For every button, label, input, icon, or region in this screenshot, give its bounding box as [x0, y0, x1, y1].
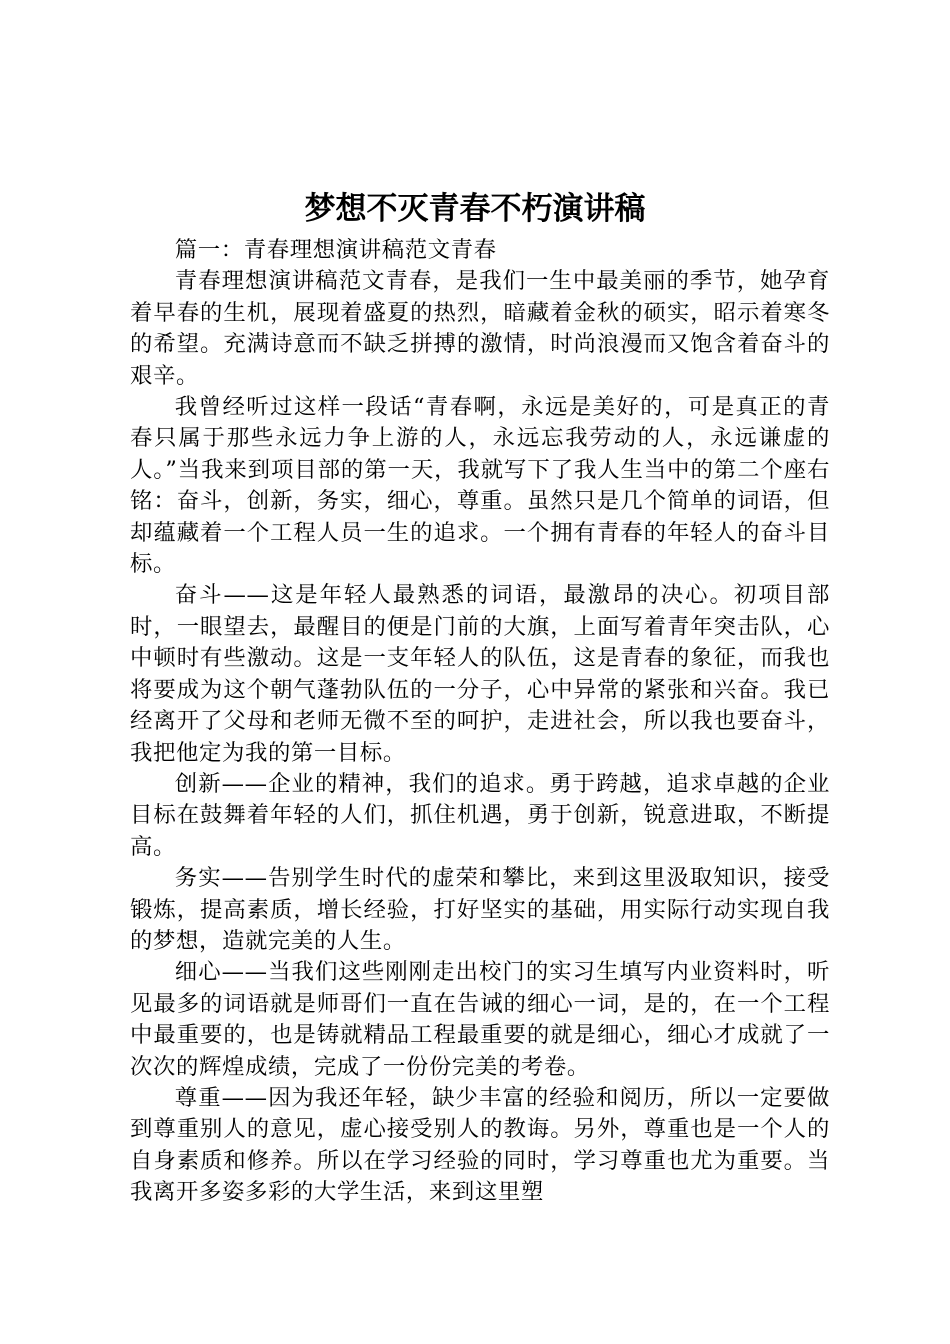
paragraph: 奋斗——这是年轻人最熟悉的词语，最激昂的决心。初项目部时，一眼望去，最醒目的便是门前的大旗，上面写着青年突击队，心中顿时有些激动。这是一支年轻人的队伍，这是青春的象征，而我也将要成为这个朝气蓬勃队伍的一分子，心中异常的紧张和兴奋。我已经离开了父母和老师无微不至的呵护，走进社会，所以我也要奋斗，我把他定为我的第一目标。	[130, 582, 830, 766]
paragraph: 务实——告别学生时代的虚荣和攀比，来到这里汲取知识，接受锻炼，提高素质，增长经验，打好坚实的基础，用实际行动实现自我的梦想，造就完美的人生。	[130, 865, 830, 954]
paragraph: 创新——企业的精神，我们的追求。勇于跨越，追求卓越的企业目标在鼓舞着年轻的人们，抓住机遇，勇于创新，锐意进取，不断提高。	[130, 770, 830, 860]
paragraph-section-heading: 篇一：青春理想演讲稿范文青春	[174, 237, 497, 263]
paragraph: 尊重——因为我还年轻，缺少丰富的经验和阅历，所以一定要做到尊重别人的意见，虚心接受别人的教诲。另外，尊重也是一个人的自身素质和修养。所以在学习经验的同时，学习尊重也尤为重要。当我离开多姿多彩的大学生活，来到这里塑	[130, 1084, 830, 1206]
paragraph: 细心——当我们这些刚刚走出校门的实习生填写内业资料时，听见最多的词语就是师哥们一直在告诫的细心一词，是的，在一个工程中最重要的，也是铸就精品工程最重要的就是细心，细心才成就了一次次的辉煌成绩，完成了一份份完美的考卷。	[130, 959, 830, 1080]
document-body	[130, 235, 830, 1209]
document-title: 梦想不灭青春不朽演讲稿	[304, 191, 646, 227]
paragraph: 青春理想演讲稿范文青春，是我们一生中最美丽的季节，她孕育着早春的生机，展现着盛夏的热烈，暗藏着金秋的硕实，昭示着寒冬的希望。充满诗意而不缺乏拼搏的激情，时尚浪漫而又饱含着奋斗的艰辛。	[130, 268, 830, 389]
paragraph: 我曾经听过这样一段话“青春啊，永远是美好的，可是真正的青春只属于那些永远力争上游的人，永远忘我劳动的人，永远谦虚的人。”当我来到项目部的第一天，我就写下了我人生当中的第二个座右铭：奋斗，创新，务实，细心，尊重。虽然只是几个简单的词语，但却蕴藏着一个工程人员一生的追求。一个拥有青春的年轻人的奋斗目标。	[130, 394, 830, 578]
